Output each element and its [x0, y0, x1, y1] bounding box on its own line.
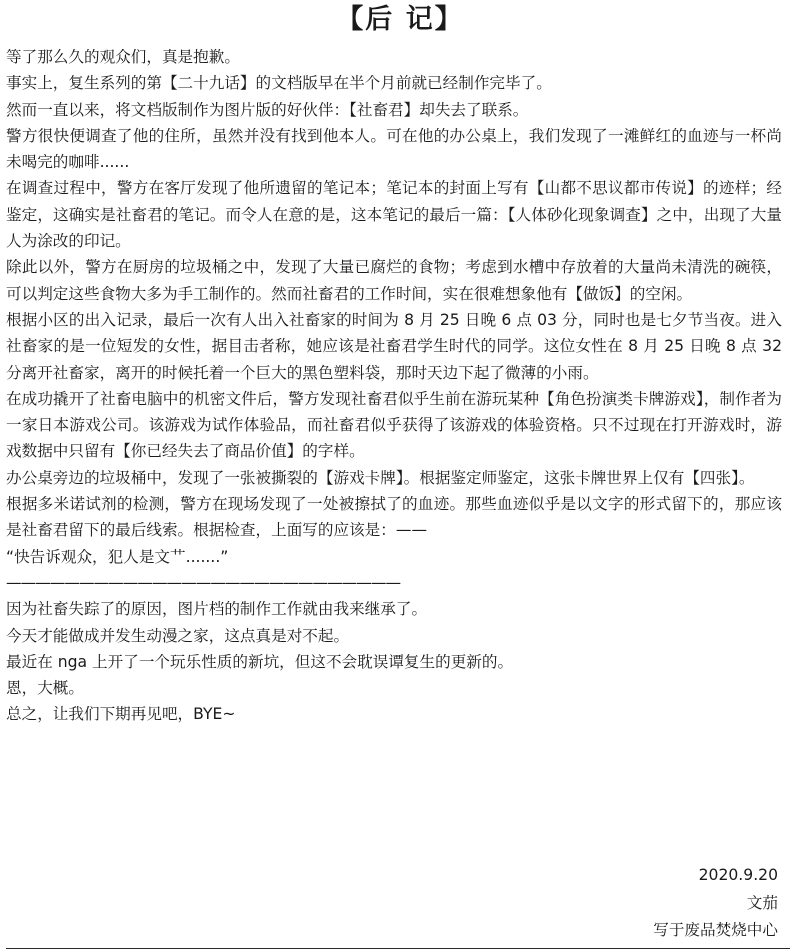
- signature-date: 2020.9.20: [698, 866, 778, 884]
- quoted-clue: “快告诉观众，犯人是文艹.......”: [6, 547, 229, 566]
- bottom-rule: [6, 948, 790, 949]
- paragraph: 今天才能做成并发生动漫之家，这点真是对不起。: [6, 626, 350, 645]
- paragraph: 在调查过程中，警方在客厅发现了他所遗留的笔记本；笔记本的封面上写有【山都不思议都市传说】的迹样；经鉴定，这确实是社畜君的笔记。而令人在意的是，这本笔记的最后一篇：【人体砂化现象调查】之中，出现了大量人为涂改的印记。: [6, 179, 782, 251]
- paragraph: 事实上，复生系列的第【二十九话】的文档版早在半个月前就已经制作完毕了。: [6, 74, 552, 93]
- paragraph: 除此以外，警方在厨房的垃圾桶之中，发现了大量已腐烂的食物；考虑到水槽中存放着的大量尚未清洗的碗筷，可以判定这些食物大多为手工制作的。然而社畜君的工作时间，实在很难想象他有【做饭】的空闲。: [6, 258, 782, 303]
- paragraph: 根据小区的出入记录，最后一次有人出入社畜家的时间为 8 月 25 日晚 6 点 03 分，同时也是七夕节当夜。进入社畜家的是一位短发的女性，据目击者称，她应该是社畜君学生时代的同学。这位女性在 8 月 25 日晚 8 点 32 分离开社畜家，离开的时候托着一个巨大的黑色塑料袋，那时天边下起了微薄的小雨。: [6, 310, 782, 382]
- paragraph: 在成功撬开了社畜电脑中的机密文件后，警方发现社畜君似乎生前在游玩某种【角色扮演类卡牌游戏】，制作者为一家日本游戏公司。该游戏为试作体验品，而社畜君似乎获得了该游戏的体验资格。只不过现在打开游戏时，游戏数据中只留有【你已经失去了商品价值】的字样。: [6, 389, 782, 461]
- section-divider: ———————————————————————————: [6, 573, 401, 592]
- paragraph: 等了那么久的观众们，真是抱歉。: [6, 48, 240, 66]
- signature-block: [653, 862, 778, 945]
- paragraph: 根据多米诺试剂的检测，警方在现场发现了一处被擦拭了的血迹。那些血迹似乎是以文字的形式留下的，那应该是社畜君留下的最后线索。根据检查，上面写的应该是：——: [6, 495, 782, 540]
- signature-location: 写于废品焚烧中心: [653, 921, 778, 939]
- document-title: 【后 记】: [336, 4, 464, 35]
- paragraph: 然而一直以来，将文档版制作为图片版的好伙伴：【社畜君】却失去了联系。: [6, 100, 529, 119]
- paragraph: 办公桌旁边的垃圾桶中，发现了一张被撕裂的【游戏卡牌】。根据鉴定师鉴定，这张卡牌世界上仅有【四张】。: [6, 468, 755, 487]
- paragraph: 最近在 nga 上开了一个玩乐性质的新坑，但这不会耽误谭复生的更新的。: [6, 652, 514, 671]
- paragraph: 恩，大概。: [6, 679, 84, 698]
- paragraph: 因为社畜失踪了的原因，图片档的制作工作就由我来继承了。: [6, 600, 428, 619]
- document-body: [6, 44, 782, 728]
- paragraph: 总之，让我们下期再见吧，BYE~: [6, 705, 236, 724]
- paragraph: 警方很快便调查了他的住所，虽然并没有找到他本人。可在他的办公桌上，我们发现了一滩鲜红的血迹与一杯尚未喝完的咖啡......: [6, 126, 782, 172]
- signature-author: 文茄: [746, 893, 778, 912]
